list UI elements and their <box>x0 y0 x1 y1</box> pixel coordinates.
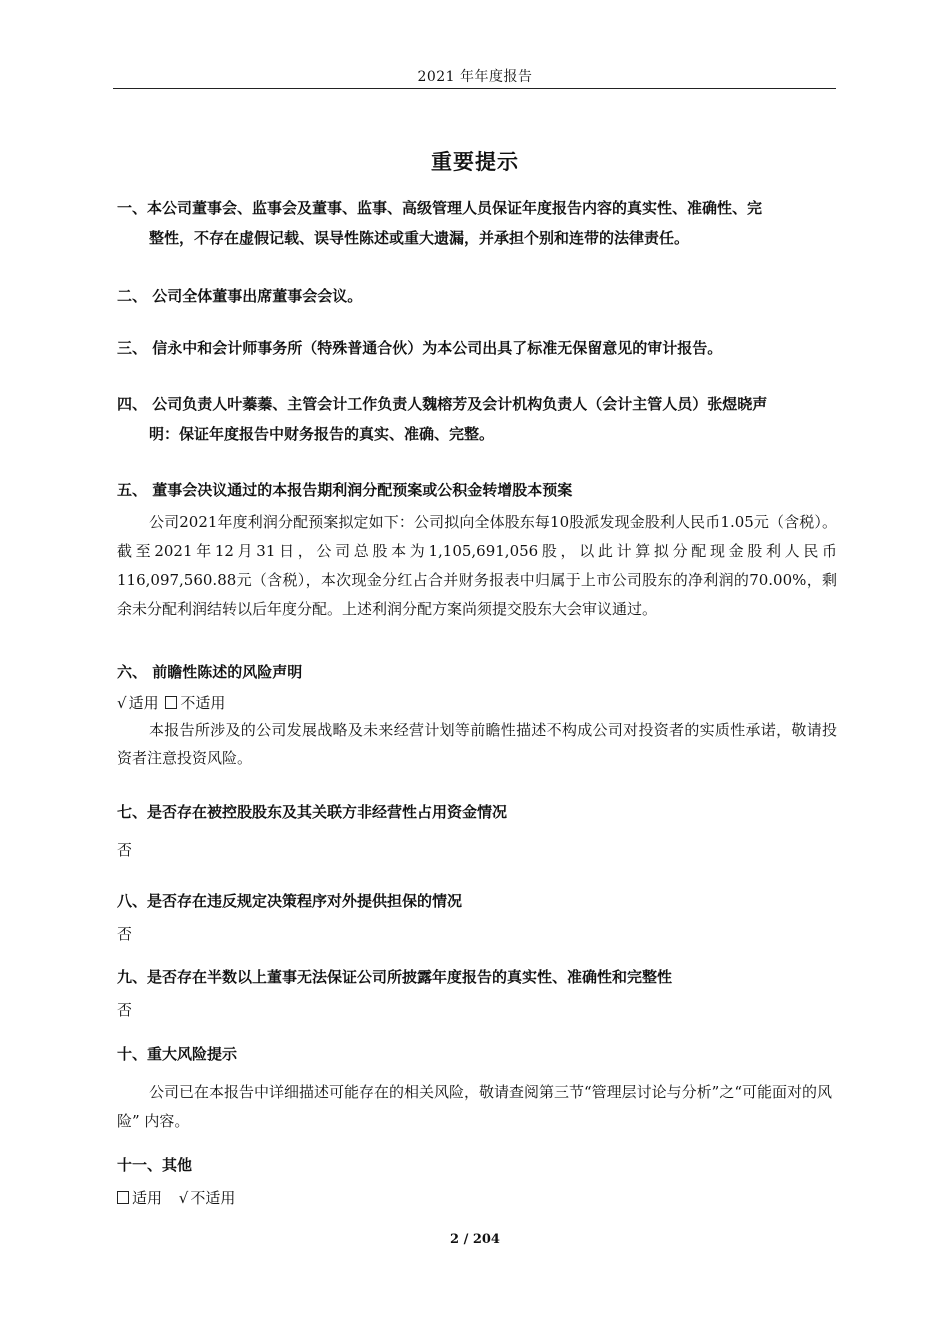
item-3-heading: 三、 信永中和会计师事务所（特殊普通合伙）为本公司出具了标准无保留意见的审计报告。 <box>117 339 723 357</box>
item-5-heading: 五、 董事会决议通过的本报告期利润分配预案或公积金转增股本预案 <box>117 481 573 499</box>
item-4-line-1: 四、 公司负责人叶蓁蓁、主管会计工作负责人魏榕芳及会计机构负责人（会计主管人员）张煜晓声 <box>117 395 768 413</box>
item-9-heading: 九、是否存在半数以上董事无法保证公司所披露年度报告的真实性、准确性和完整性 <box>117 968 673 986</box>
item-7-heading: 七、是否存在被控股股东及其关联方非经营性占用资金情况 <box>117 803 508 821</box>
item-11-heading: 十一、其他 <box>117 1156 193 1174</box>
item-6-heading: 六、 前瞻性陈述的风险声明 <box>117 663 303 681</box>
item-8-heading: 八、是否存在违反规定决策程序对外提供担保的情况 <box>117 892 463 910</box>
item-1-heading <box>117 193 837 253</box>
item-4-line-2: 明：保证年度报告中财务报告的真实、准确、完整。 <box>149 425 495 443</box>
page-title: 重要提示 <box>431 150 519 174</box>
empty-checkbox-icon <box>165 696 177 709</box>
item-7-answer: 否 <box>117 841 133 859</box>
item-5-body: 公司2021年度利润分配预案拟定如下：公司拟向全体股东每10股派发现金股利人民币1.05元（含税）。截至2021年12月31日，公司总股本为1,105,691,056股，以此计算拟分配现金股利人民币116,097,560.88元（含税），本次现金分红占合并财务报表中归属于上市公司股东的净利润的70.00%，剩余未分配利润结转以后年度分配。上述利润分配方案尚须提交股东大会审议通过。 <box>117 513 837 618</box>
item-8-answer: 否 <box>117 925 133 943</box>
item-4-heading <box>117 389 837 449</box>
applicable-label: 适用 <box>128 694 159 712</box>
checkmark-icon: √ <box>117 694 127 712</box>
checkmark-icon: √ <box>178 1189 189 1207</box>
empty-checkbox-icon <box>117 1191 129 1204</box>
item-6-body: 本报告所涉及的公司发展战略及未来经营计划等前瞻性描述不构成公司对投资者的实质性承诺，敬请投资者注意投资风险。 <box>117 721 837 767</box>
item-2-heading: 二、 公司全体董事出席董事会会议。 <box>117 287 363 305</box>
header-divider <box>113 88 836 89</box>
not-applicable-label: 不适用 <box>180 694 226 712</box>
item-1-line-2: 整性，不存在虚假记载、误导性陈述或重大遗漏，并承担个别和连带的法律责任。 <box>149 229 690 247</box>
not-applicable-label: 不适用 <box>190 1189 236 1207</box>
item-9-answer: 否 <box>117 1001 133 1019</box>
running-header: 2021 年年度报告 <box>417 69 533 85</box>
applicable-label: 适用 <box>132 1189 163 1207</box>
item-10-heading: 十、重大风险提示 <box>117 1045 238 1063</box>
item-1-line-1: 一、本公司董事会、监事会及董事、监事、高级管理人员保证年度报告内容的真实性、准确性、完 <box>117 199 763 217</box>
item-11-applicability <box>117 1186 235 1210</box>
page-number: 2 / 204 <box>450 1232 500 1247</box>
item-10-body: 公司已在本报告中详细描述可能存在的相关风险，敬请查阅第三节“管理层讨论与分析”之“可能面对的风险” 内容。 <box>117 1083 833 1130</box>
item-6-applicability <box>117 691 225 715</box>
